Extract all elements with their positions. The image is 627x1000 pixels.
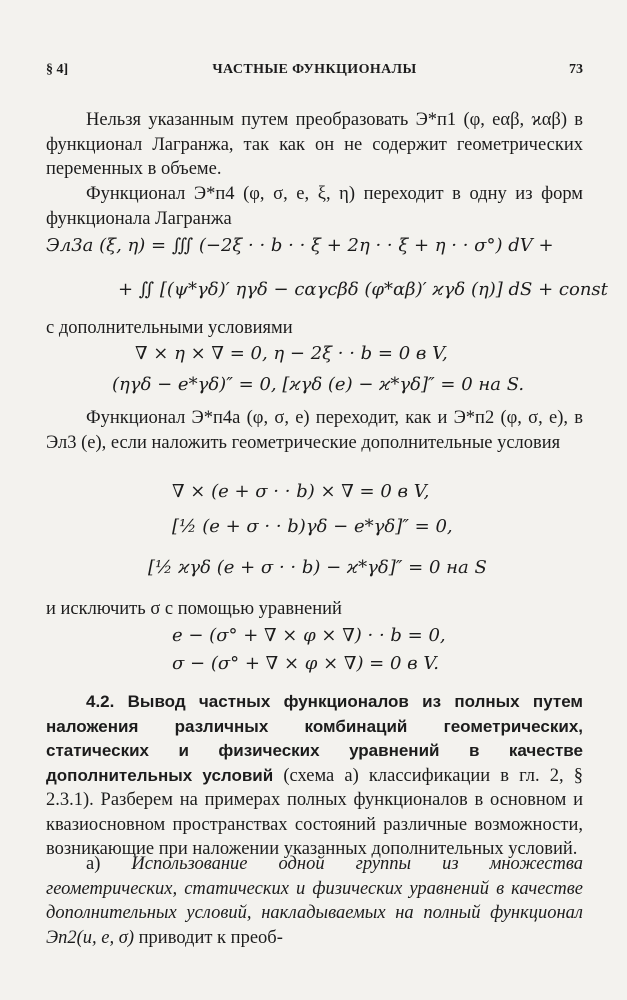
formula-geometric-1: ∇ × (e + σ · · b) × ∇ = 0 в V, [172, 481, 430, 502]
section-4-2 [46, 690, 583, 862]
section-heading: 4.2. Вывод частных функционалов из полных путем наложения различных комбинаций геометрических, статических и физических уравнений в качестве дополнительных условий [46, 692, 583, 785]
page-number: 73 [569, 62, 583, 77]
item-italic-text: Использование одной группы из множества геометрических, статических и физических уравнений в качестве дополнительных условий, накладываемых на полный функционал Эп2(u, e, σ) [46, 854, 583, 948]
paragraph-1: Нельзя указанным путем преобразовать Э*п1 (φ, eαβ, ϰαβ) в функционал Лагранжа, так как он не содержит геометрических переменных в объеме. [46, 110, 583, 179]
item-label: а) [86, 854, 101, 874]
paragraph-7 [46, 852, 583, 950]
running-title: ЧАСТНЫЕ ФУНКЦИОНАЛЫ [212, 62, 417, 77]
running-header [46, 62, 583, 82]
formula-lagrange-line-1: Эл3a (ξ, η) = ∭ (−2ξ · · b · · ξ + 2η · · ξ + η · · σ°) dV + [46, 235, 554, 256]
formula-condition-2: (ηγδ − e*γδ)″ = 0, [ϰγδ (e) − ϰ*γδ]″ = 0 на S. [112, 374, 525, 395]
formula-condition-1: ∇ × η × ∇ = 0, η − 2ξ · · b = 0 в V, [135, 343, 448, 364]
formula-lagrange-line-2: + ∬ [(ψ*γδ)′ ηγδ − cαγcβδ (φ*αβ)′ ϰγδ (η)] dS + const [118, 279, 608, 300]
paragraph-4: Функционал Э*п4a (φ, σ, e) переходит, как и Э*п2 (φ, σ, e), в Эл3 (e), если наложить геометрические дополнительные условия [46, 408, 583, 453]
formula-geometric-2: [½ (e + σ · · b)γδ − e*γδ]″ = 0, [172, 516, 453, 537]
formula-elimination-2: σ − (σ° + ∇ × φ × ∇) = 0 в V. [172, 653, 439, 674]
section-mark: § 4] [46, 62, 69, 77]
formula-elimination-1: e − (σ° + ∇ × φ × ∇) · · b = 0, [172, 625, 446, 646]
section-body: (схема а) классификации в гл. 2, § 2.3.1). Разберем на примерах полных функционалов в основном и квазиосновном пространствах состояний различные возможности, возникающие при наложении указанных дополнительных условий. [46, 765, 584, 859]
paragraph-3: с дополнительными условиями [46, 318, 293, 338]
paragraph-2: Функционал Э*п4 (φ, σ, e, ξ, η) переходит в одну из форм функционала Лагранжа [46, 184, 583, 229]
formula-geometric-3: [½ ϰγδ (e + σ · · b) − ϰ*γδ]″ = 0 на S [148, 557, 487, 578]
paragraph-5: и исключить σ с помощью уравнений [46, 599, 342, 619]
item-tail: приводит к преоб- [138, 927, 283, 948]
